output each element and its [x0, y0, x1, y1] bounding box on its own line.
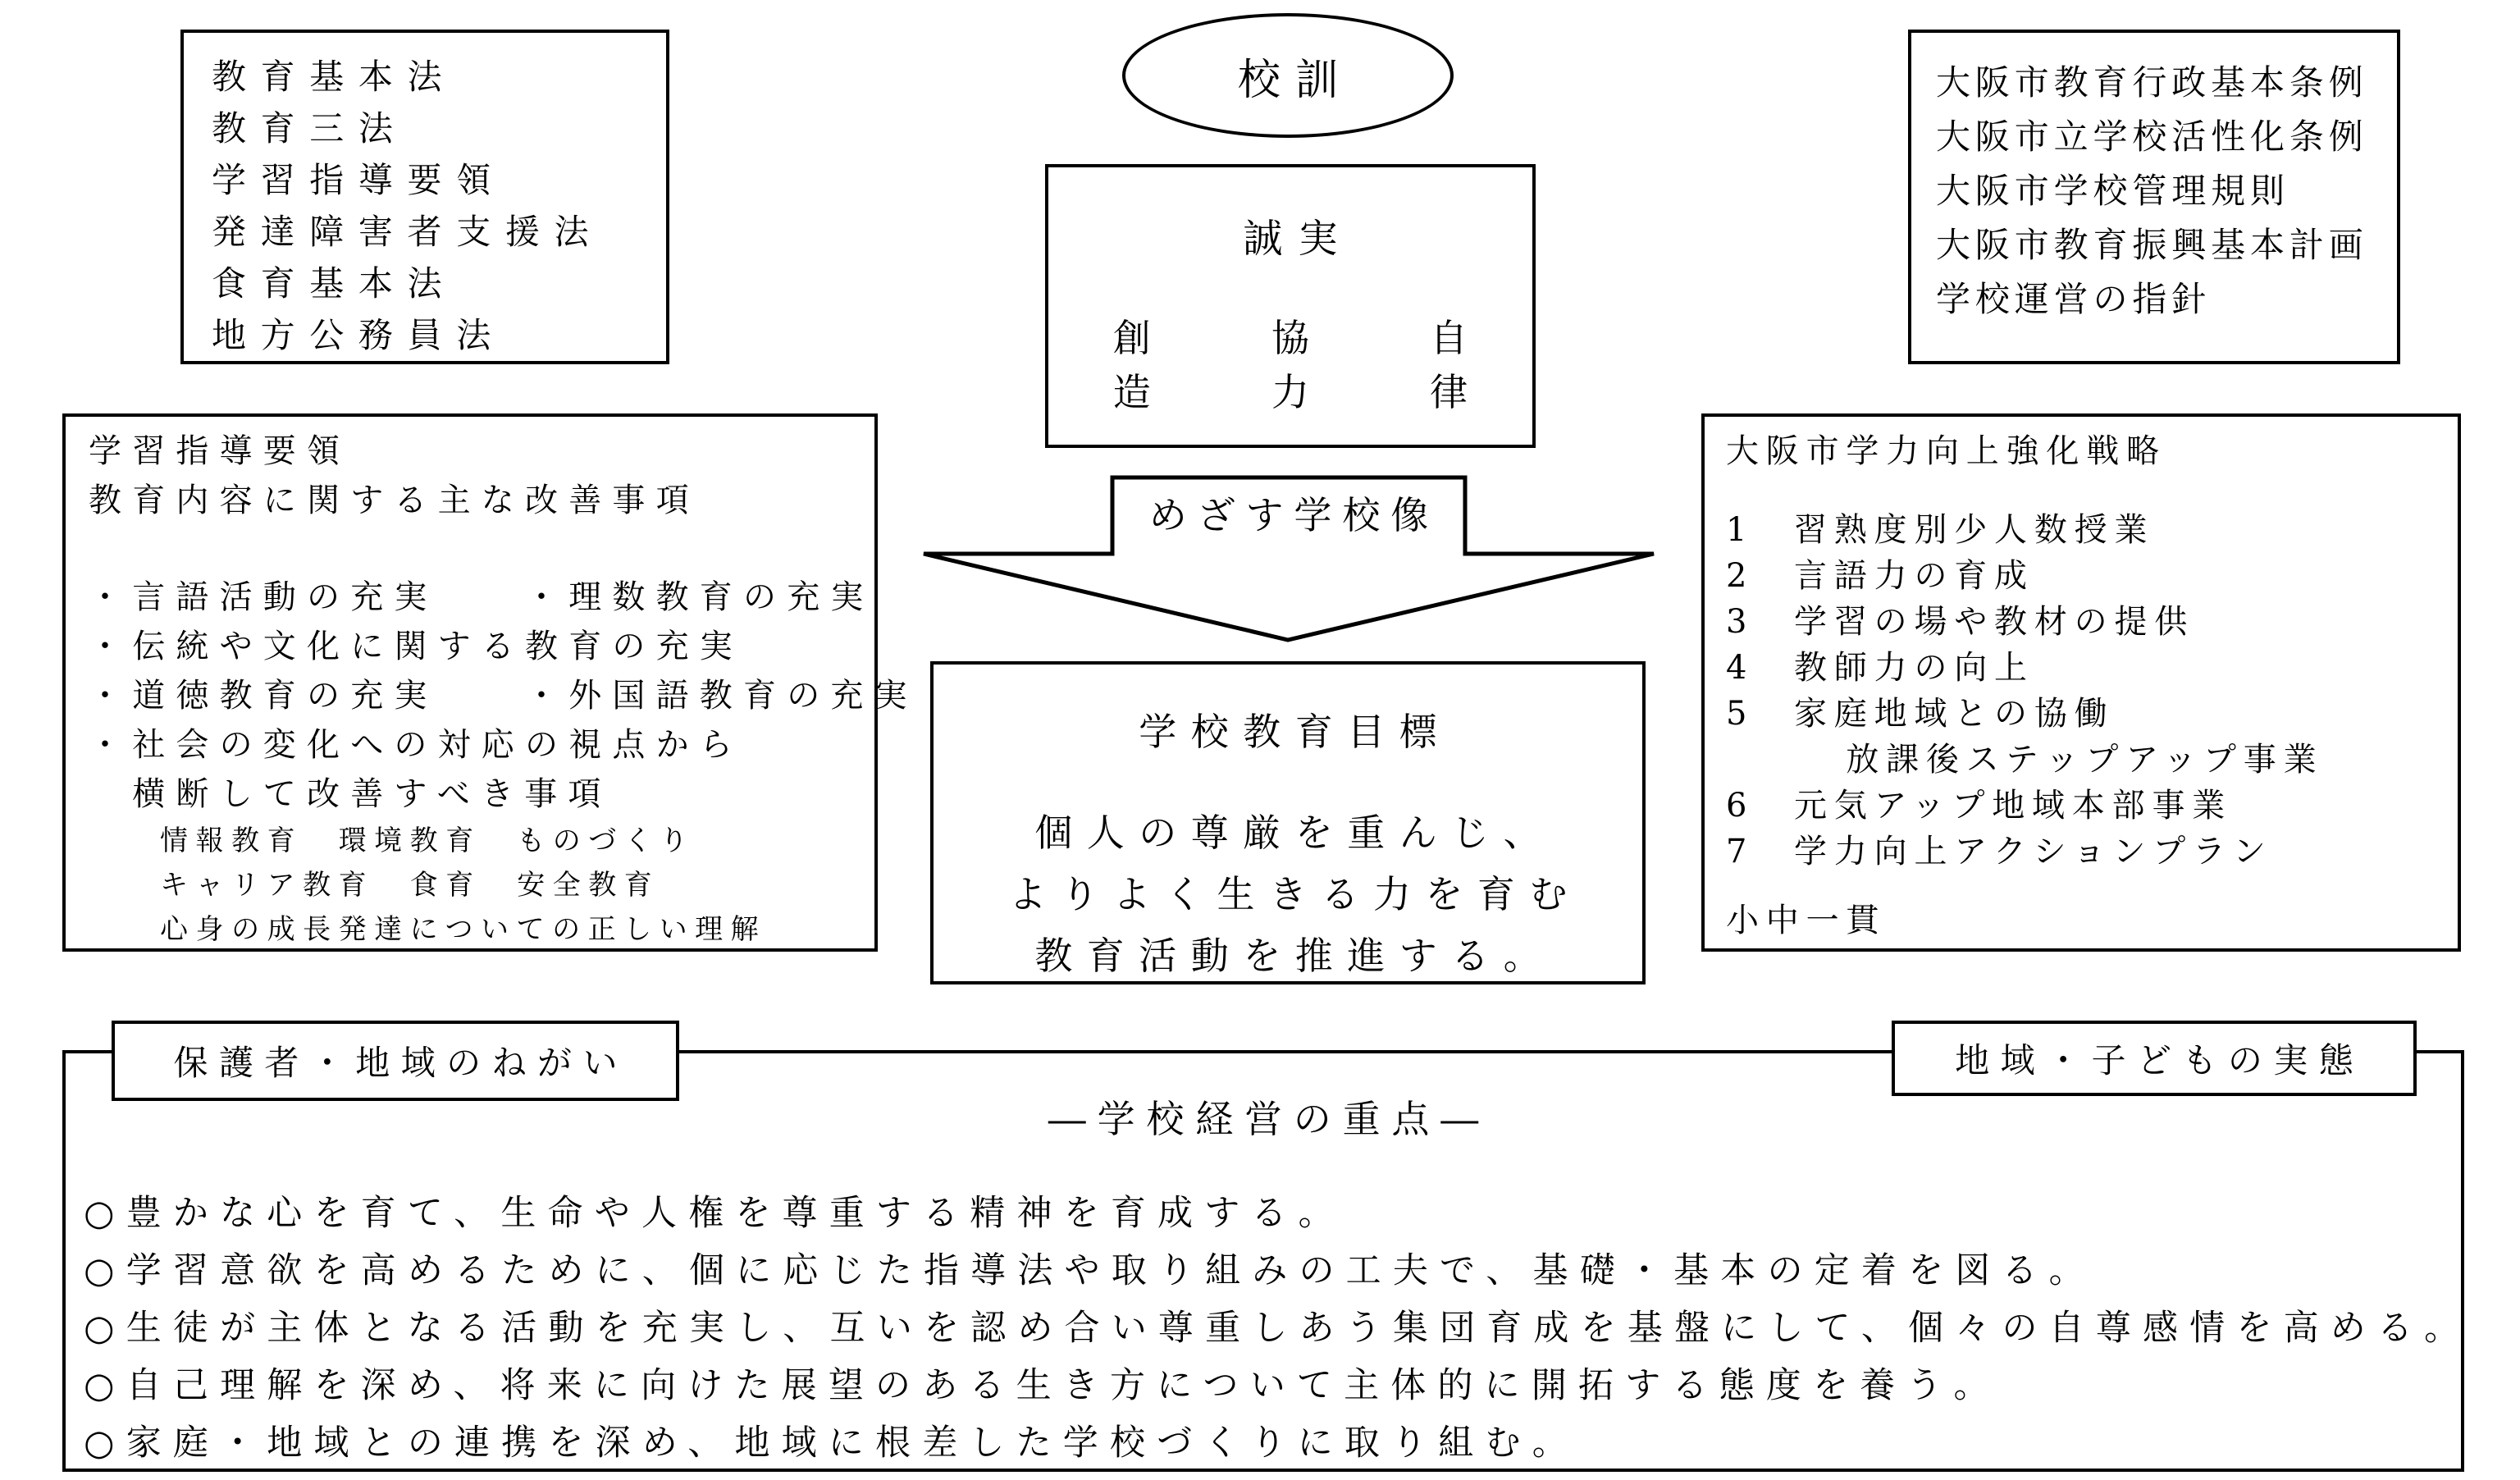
priority-item: ○自己理解を深め、将来に向けた展望のある生き方について主体的に開拓する態度を養う。	[84, 1365, 2001, 1406]
curriculum-box	[62, 413, 918, 952]
strategy-item: 7 学力向上アクションプラン	[1726, 833, 2273, 870]
curriculum-sub-item: キャリア教育 食育 安全教育	[89, 869, 660, 902]
osaka-ordinances-box	[1908, 30, 2400, 364]
ordinance-item: 大阪市教育行政基本条例	[1936, 62, 2368, 103]
curriculum-items	[89, 573, 918, 819]
strategy-item: 5 家庭地域との協働	[1726, 695, 2115, 733]
curriculum-heading: 教育内容に関する主な改善事項	[89, 482, 700, 519]
law-item: 地方公務員法	[212, 315, 505, 355]
parents-community-wish-label	[112, 1021, 679, 1101]
school-motto-box	[1045, 164, 1536, 448]
priority-item: ○家庭・地域との連携を深め、地域に根差した学校づくりに取り組む。	[84, 1423, 1579, 1464]
curriculum-item: ・社会の変化への対応の視点から	[89, 726, 743, 764]
motto-main-value: 誠実	[1243, 216, 1354, 262]
education-goal-line: 個人の尊厳を重んじ、	[1034, 811, 1556, 855]
law-item: 教育基本法	[212, 57, 457, 97]
management-priorities-heading: ―学校経営の重点―	[1048, 1097, 1490, 1141]
law-item: 教育三法	[212, 108, 408, 148]
priority-item: ○豊かな心を育て、生命や人権を尊重する精神を育成する。	[84, 1193, 1345, 1234]
management-priorities-list	[66, 1185, 2472, 1472]
ordinance-item: 大阪市立学校活性化条例	[1936, 116, 2368, 157]
ordinance-item: 大阪市学校管理規則	[1936, 171, 2289, 211]
management-priorities-box	[62, 1050, 2472, 1472]
law-item: 食育基本法	[212, 263, 457, 304]
curriculum-item: ・伝統や文化に関する教育の充実	[89, 628, 743, 665]
curriculum-item: ・言語活動の充実 ・理数教育の充実	[89, 578, 874, 616]
target-school-image-label: めざす学校像	[1148, 493, 1440, 537]
ordinance-item: 大阪市教育振興基本計画	[1936, 225, 2368, 265]
parents-community-wish-text: 保護者・地域のねがい	[173, 1043, 628, 1083]
ordinance-item: 学校運営の指針	[1936, 279, 2212, 319]
law-item: 発達障害者支援法	[212, 212, 604, 252]
priority-item: ○学習意欲を高めるために、個に応じた指導法や取り組みの工夫で、基礎・基本の定着を図る。	[84, 1250, 2096, 1291]
school-motto-ellipse	[1122, 13, 1454, 138]
strategy-footer: 小中一貫	[1726, 902, 1887, 939]
community-children-reality-text: 地域・子どもの実態	[1955, 1040, 2365, 1080]
curriculum-heading: 学習指導要領	[89, 432, 351, 470]
law-item: 学習指導要領	[212, 160, 505, 200]
motto-row: 造 力 律	[1112, 370, 1483, 414]
academic-strategy-box	[1701, 413, 2461, 952]
strategy-item: 4 教師力の向上	[1726, 649, 2034, 687]
school-motto-label: 校訓	[1237, 55, 1354, 105]
education-goal-title: 学校教育目標	[1139, 710, 1452, 754]
strategy-item: 3 学習の場や教材の提供	[1726, 603, 2195, 641]
community-children-reality-label	[1892, 1021, 2417, 1096]
strategy-item: 1 習熟度別少人数授業	[1726, 511, 2155, 549]
priority-item: ○生徒が主体となる活動を充実し、互いを認め合い尊重しあう集団育成を基盤にして、個々の自尊感情を高める。	[84, 1308, 2472, 1349]
strategy-items	[1726, 507, 2458, 875]
curriculum-sub-item: 情報教育 環境教育 ものづくり	[89, 825, 696, 857]
motto-row: 創 協 自	[1112, 316, 1483, 360]
strategy-item: 放課後ステップアップ事業	[1726, 741, 2324, 779]
curriculum-sub-items	[89, 819, 874, 952]
curriculum-sub-item: 心身の成長発達についての正しい理解	[89, 913, 767, 946]
curriculum-item: ・道徳教育の充実 ・外国語教育の充実	[89, 677, 918, 715]
curriculum-item: 横断して改善すべき事項	[89, 775, 612, 813]
strategy-title: 大阪市学力向上強化戦略	[1726, 432, 2166, 470]
education-goal-text	[934, 802, 1642, 987]
strategy-item: 2 言語力の育成	[1726, 557, 2034, 595]
national-laws-box	[180, 30, 669, 364]
strategy-item: 6 元気アップ地域本部事業	[1726, 787, 2233, 825]
education-goal-line: 教育活動を推進する。	[1034, 934, 1556, 978]
education-goal-line: よりよく生きる力を育む	[1008, 872, 1582, 916]
education-goal-box	[930, 661, 1646, 984]
